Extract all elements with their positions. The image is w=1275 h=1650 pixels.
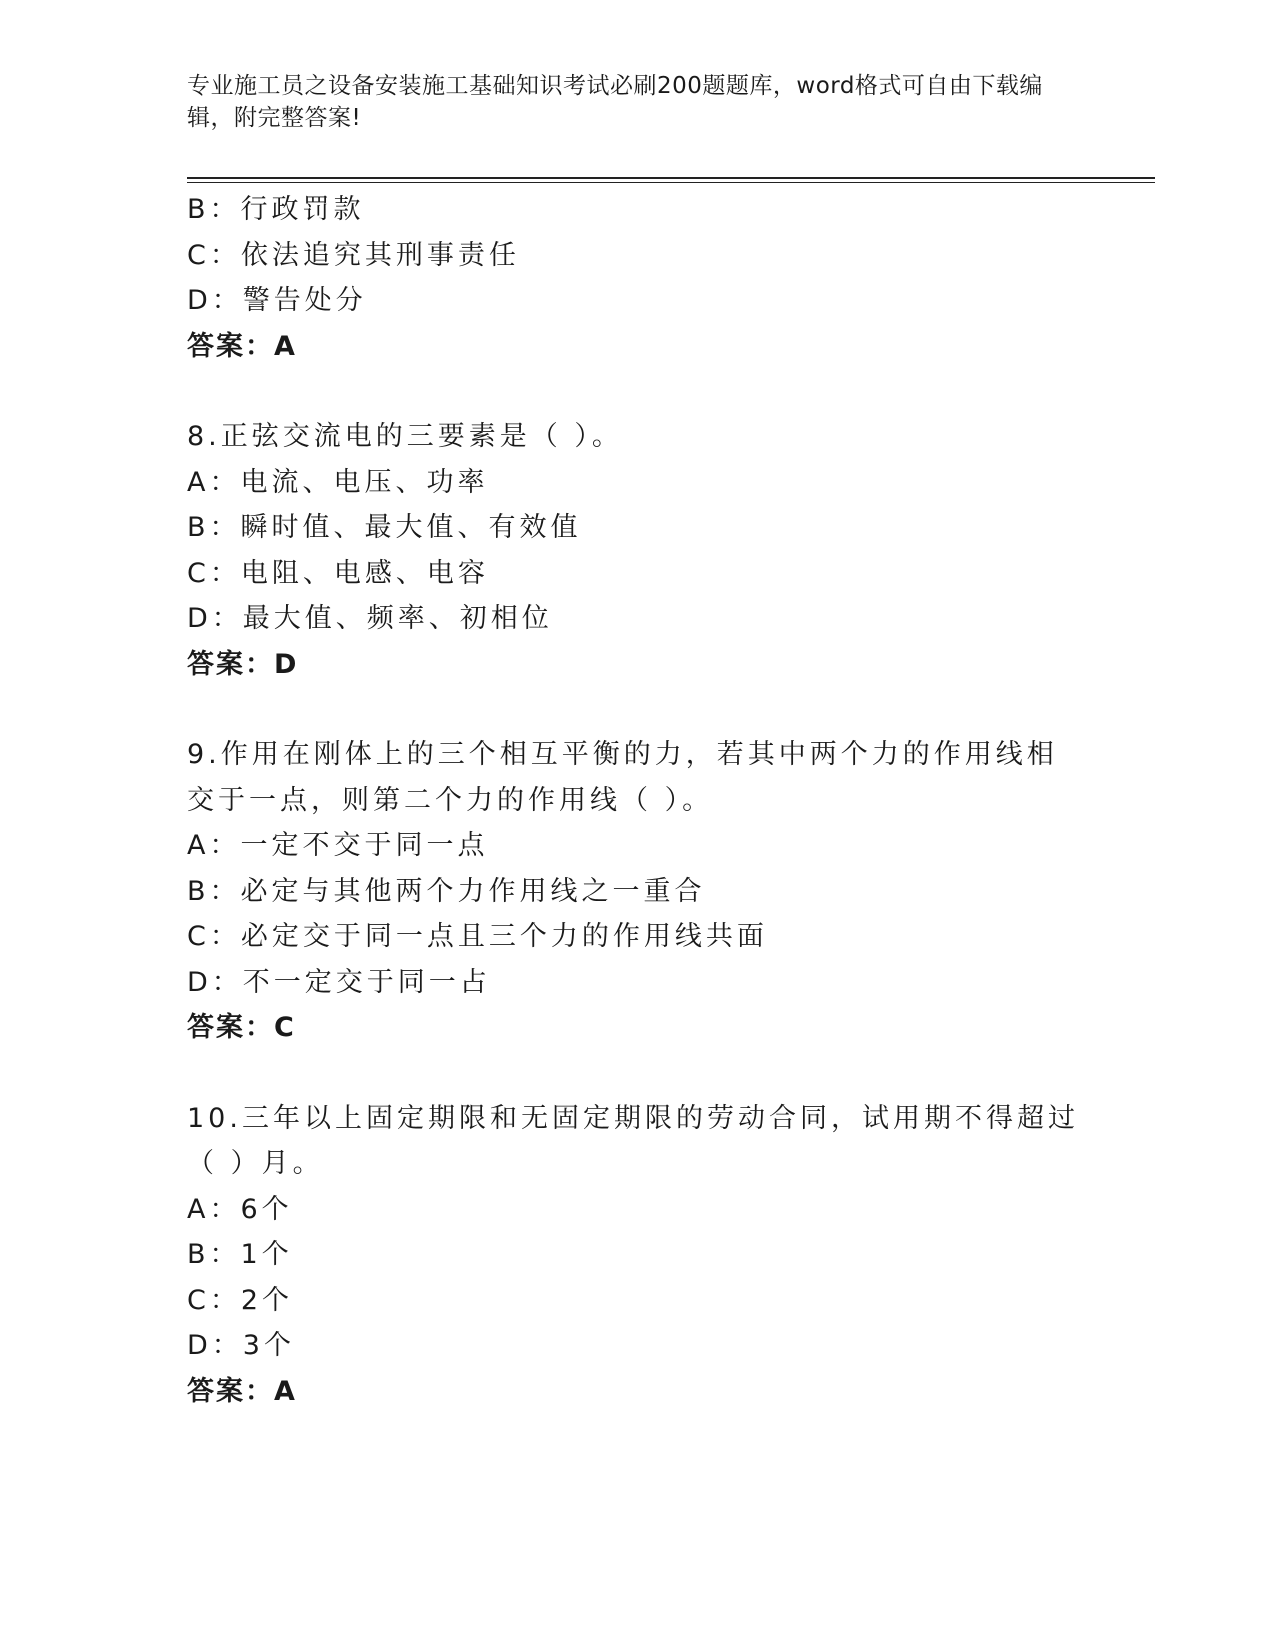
question-block-partial — [187, 187, 1087, 369]
option-b: B：瞬时值、最大值、有效值 — [187, 512, 582, 543]
option-b: B：1个 — [187, 1239, 293, 1270]
option-b: B：行政罚款 — [187, 194, 365, 225]
option-d: D：最大值、频率、初相位 — [187, 603, 553, 634]
answer-line: 答案：C — [187, 1012, 296, 1043]
option-a: A：6个 — [187, 1193, 293, 1225]
option-c: C：必定交于同一点且三个力的作用线共面 — [187, 921, 768, 952]
option-c: C：电阻、电感、电容 — [187, 557, 489, 589]
option-c: C：依法追究其刑事责任 — [187, 239, 520, 271]
document-header: 专业施工员之设备安装施工基础知识考试必刷200题题库，word格式可自由下载编辑，附完整答案! — [187, 73, 1043, 131]
option-d: D：不一定交于同一占 — [187, 966, 491, 998]
question-stem: 10.三年以上固定期限和无固定期限的劳动合同，试用期不得超过（ ）月。 — [187, 1102, 1079, 1179]
option-d: D：3个 — [187, 1330, 295, 1361]
question-list — [187, 187, 1087, 1414]
question-block-9 — [187, 732, 1087, 1051]
answer-line: 答案：A — [187, 1375, 297, 1407]
option-c: C：2个 — [187, 1284, 294, 1316]
answer-line: 答案：A — [187, 330, 297, 362]
option-d: D：警告处分 — [187, 285, 367, 316]
option-a: A：电流、电压、功率 — [187, 466, 489, 498]
question-block-8 — [187, 414, 1087, 687]
option-a: A：一定不交于同一点 — [187, 830, 489, 861]
question-block-10 — [187, 1096, 1087, 1415]
question-stem: 9.作用在刚体上的三个相互平衡的力，若其中两个力的作用线相交于一点，则第二个力的作用线（ ）。 — [187, 739, 1058, 816]
header-divider-thick — [187, 177, 1155, 179]
option-b: B：必定与其他两个力作用线之一重合 — [187, 875, 706, 907]
question-stem: 8.正弦交流电的三要素是（ ）。 — [187, 421, 623, 452]
header-divider-thin — [187, 182, 1155, 183]
answer-line: 答案：D — [187, 648, 299, 680]
